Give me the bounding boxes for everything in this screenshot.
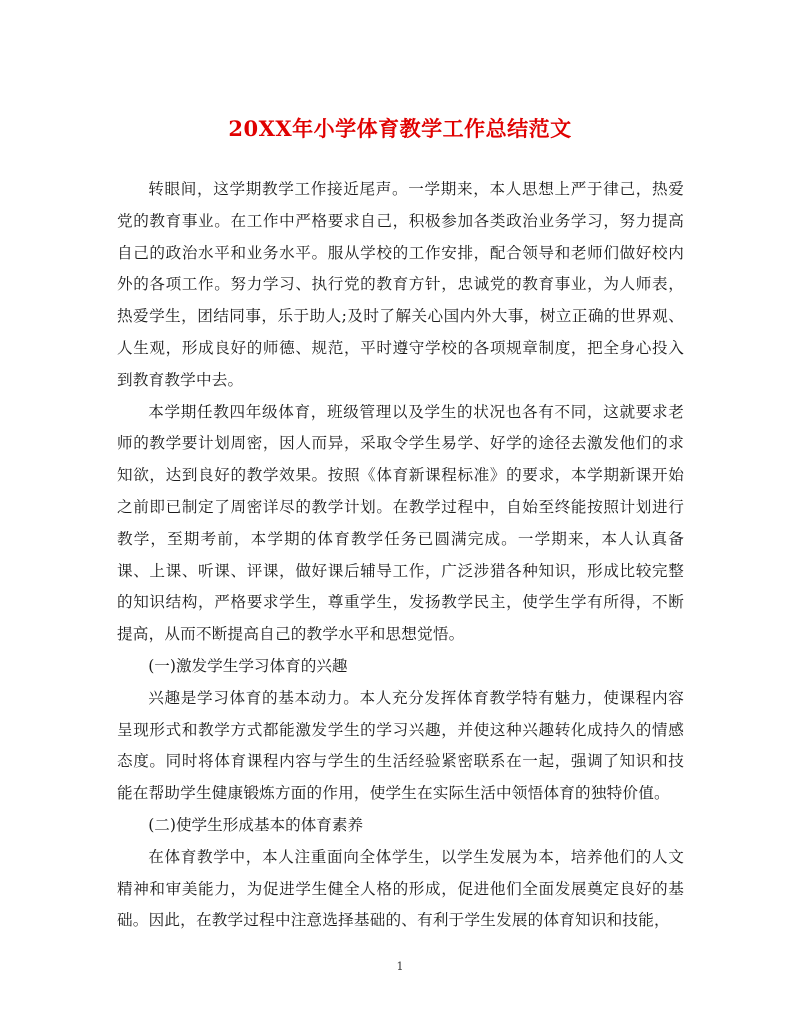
document-body bbox=[117, 174, 684, 937]
paragraph-literacy: 在体育教学中，本人注重面向全体学生，以学生发展为本，培养他们的人文精神和审美能力，为促进学生健全人格的形成，促进他们全面发展奠定良好的基础。因此，在教学过程中注意选择基础的、有利于学生发展的体育知识和技能， bbox=[117, 847, 684, 930]
paragraph-teaching: 本学期任教四年级体育，班级管理以及学生的状况也各有不同，这就要求老师的教学要计划周密，因人而异，采取令学生易学、好学的途径去激发他们的求知欲，达到良好的教学效果。按照《体育新课程标准》的要求，本学期新课开始之前即已制定了周密详尽的教学计划。在教学过程中，自始至终能按照计划进行教学，至期考前，本学期的体育教学任务已圆满完成。一学期来，本人认真备课、上课、听课、评课，做好课后辅导工作，广泛涉猎各种知识，形成比较完整的知识结构，严格要求学生，尊重学生，发扬教学民主，使学生学有所得，不断提高，从而不断提高自己的教学水平和思想觉悟。 bbox=[117, 402, 684, 644]
section-heading-literacy: (二)使学生形成基本的体育素养 bbox=[148, 815, 364, 834]
section-heading-interest: (一)激发学生学习体育的兴趣 bbox=[148, 656, 348, 675]
paragraph-interest: 兴趣是学习体育的基本动力。本人充分发挥体育教学特有魅力，使课程内容呈现形式和教学方式都能激发学生的学习兴趣，并使这种兴趣转化成持久的情感态度。同时将体育课程内容与学生的生活经验紧密联系在一起，强调了知识和技能在帮助学生健康锻炼方面的作用，使学生在实际生活中领悟体育的独特价值。 bbox=[117, 688, 684, 803]
document-title: 20XX年小学体育教学工作总结范文 bbox=[228, 116, 572, 141]
paragraph-intro: 转眼间，这学期教学工作接近尾声。一学期来，本人思想上严于律己，热爱党的教育事业。在工作中严格要求自己，积极参加各类政治业务学习，努力提高自己的政治水平和业务水平。服从学校的工作安排，配合领导和老师们做好校内外的各项工作。努力学习、执行党的教育方针，忠诚党的教育事业，为人师表，热爱学生，团结同事，乐于助人;及时了解关心国内外大事，树立正确的世界观、人生观，形成良好的师德、规范，平时遵守学校的各项规章制度，把全身心投入到教育教学中去。 bbox=[117, 180, 684, 389]
page-number: 1 bbox=[396, 960, 404, 973]
